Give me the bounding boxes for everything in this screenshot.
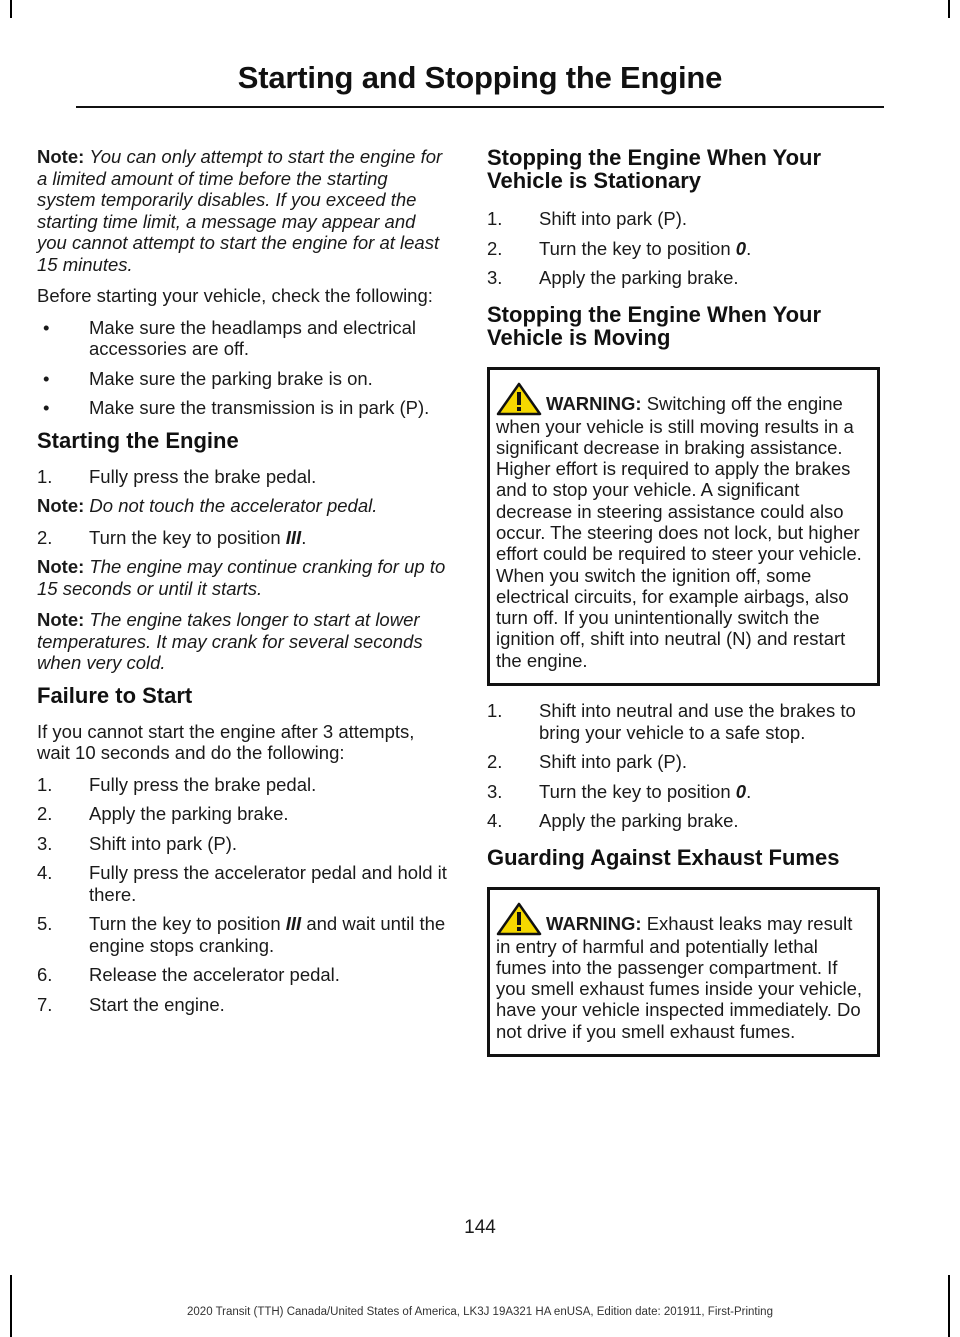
heading-exhaust-fumes: Guarding Against Exhaust Fumes: [487, 844, 840, 870]
list-item: 2. Turn the key to position III.: [37, 526, 307, 548]
list-item: 4. Fully press the accelerator pedal and hold it there.: [37, 862, 447, 905]
list-item: 3. Apply the parking brake.: [487, 267, 739, 288]
left-column: [37, 146, 447, 1025]
warning-box-moving: WARNING: Switching off the engine when your vehicle is still moving results in a significant decrease in braking assistance. Higher effort is required to apply the brakes and to stop your vehicle. A significant decrease in steering assistance could also occur. The steering does not lock, but higher effort could be required to steer your vehicle. When you switch the ignition off, some electrical circuits, for example airbags, also turn off. If you unintentionally switch the ignition off, shift into neutral (N) and restart the engine.: [487, 367, 880, 687]
stationary-steps: [487, 208, 880, 289]
list-item: 4. Apply the parking brake.: [487, 810, 739, 832]
list-item: 1. Shift into neutral and use the brakes to bring your vehicle to a safe stop.: [487, 700, 856, 743]
warning-triangle-icon: [496, 382, 542, 416]
crop-mark-top-right: [948, 0, 950, 18]
list-item: 2. Turn the key to position 0.: [487, 237, 752, 259]
list-item: 1. Fully press the brake pedal.: [37, 773, 317, 795]
list-item: 3. Turn the key to position 0.: [487, 780, 752, 802]
note-cold-temperature: Note: The engine takes longer to start at lower temperatures. It may crank for several seconds when very cold.: [37, 609, 423, 673]
list-item: 1. Shift into park (P).: [487, 208, 688, 229]
right-column: [487, 146, 880, 1071]
list-item: • Make sure the parking brake is on.: [43, 367, 373, 389]
failure-intro: If you cannot start the engine after 3 attempts, wait 10 seconds and do the following:: [37, 720, 415, 763]
heading-stopping-moving: Stopping the Engine When Your Vehicle is Moving: [487, 301, 822, 350]
crop-mark-top-left: [10, 0, 12, 18]
note-starting-time-limit: Note: You can only attempt to start the engine for a limited amount of time before the starting system temporarily disables. If you exceed the starting time limit, a message may appear and you cannot attempt to start the engine for at least 15 minutes.: [37, 146, 443, 275]
list-item: 1. Fully press the brake pedal.: [37, 465, 317, 487]
page-title: Starting and Stopping the Engine: [237, 60, 723, 95]
moving-steps: [487, 700, 880, 832]
heading-failure-to-start: Failure to Start: [37, 682, 193, 708]
list-item: 2. Apply the parking brake.: [37, 803, 289, 824]
warning-box-exhaust: WARNING: Exhaust leaks may result in entry of harmful and potentially lethal fumes into the passenger compartment. If you smell exhaust fumes inside your vehicle, have your vehicle inspected immediately. Do not drive if you smell exhaust fumes.: [487, 887, 880, 1057]
note-cranking: Note: The engine may continue cranking for up to 15 seconds or until it starts.: [37, 556, 446, 599]
list-item: • Make sure the transmission is in park (P).: [43, 397, 430, 418]
heading-starting-engine: Starting the Engine: [37, 427, 239, 453]
list-item: 2. Shift into park (P).: [487, 751, 688, 773]
footer-edition-info: 2020 Transit (TTH) Canada/United States of America, LK3J 19A321 HA enUSA, Edition date: 201911, First-Printing: [187, 1306, 773, 1318]
heading-stopping-stationary: Stopping the Engine When Your Vehicle is Stationary: [487, 145, 822, 193]
page-number: 144: [464, 1217, 496, 1238]
list-item: 3. Shift into park (P).: [37, 832, 238, 854]
starting-steps-2: [37, 527, 447, 549]
note-accelerator: Note: Do not touch the accelerator pedal.: [37, 495, 378, 516]
list-item: 7. Start the engine.: [37, 993, 225, 1015]
list-item: 6. Release the accelerator pedal.: [37, 964, 340, 985]
list-item: 5. Turn the key to position III and wait until the engine stops cranking.: [37, 913, 446, 956]
warning-triangle-icon: [496, 902, 542, 936]
header-divider: [76, 106, 884, 108]
failure-steps: [37, 774, 447, 1016]
check-intro: Before starting your vehicle, check the following:: [37, 285, 433, 306]
starting-steps: [37, 466, 447, 488]
list-item: • Make sure the headlamps and electrical accessories are off.: [43, 316, 417, 359]
pre-start-checklist: [37, 317, 447, 419]
